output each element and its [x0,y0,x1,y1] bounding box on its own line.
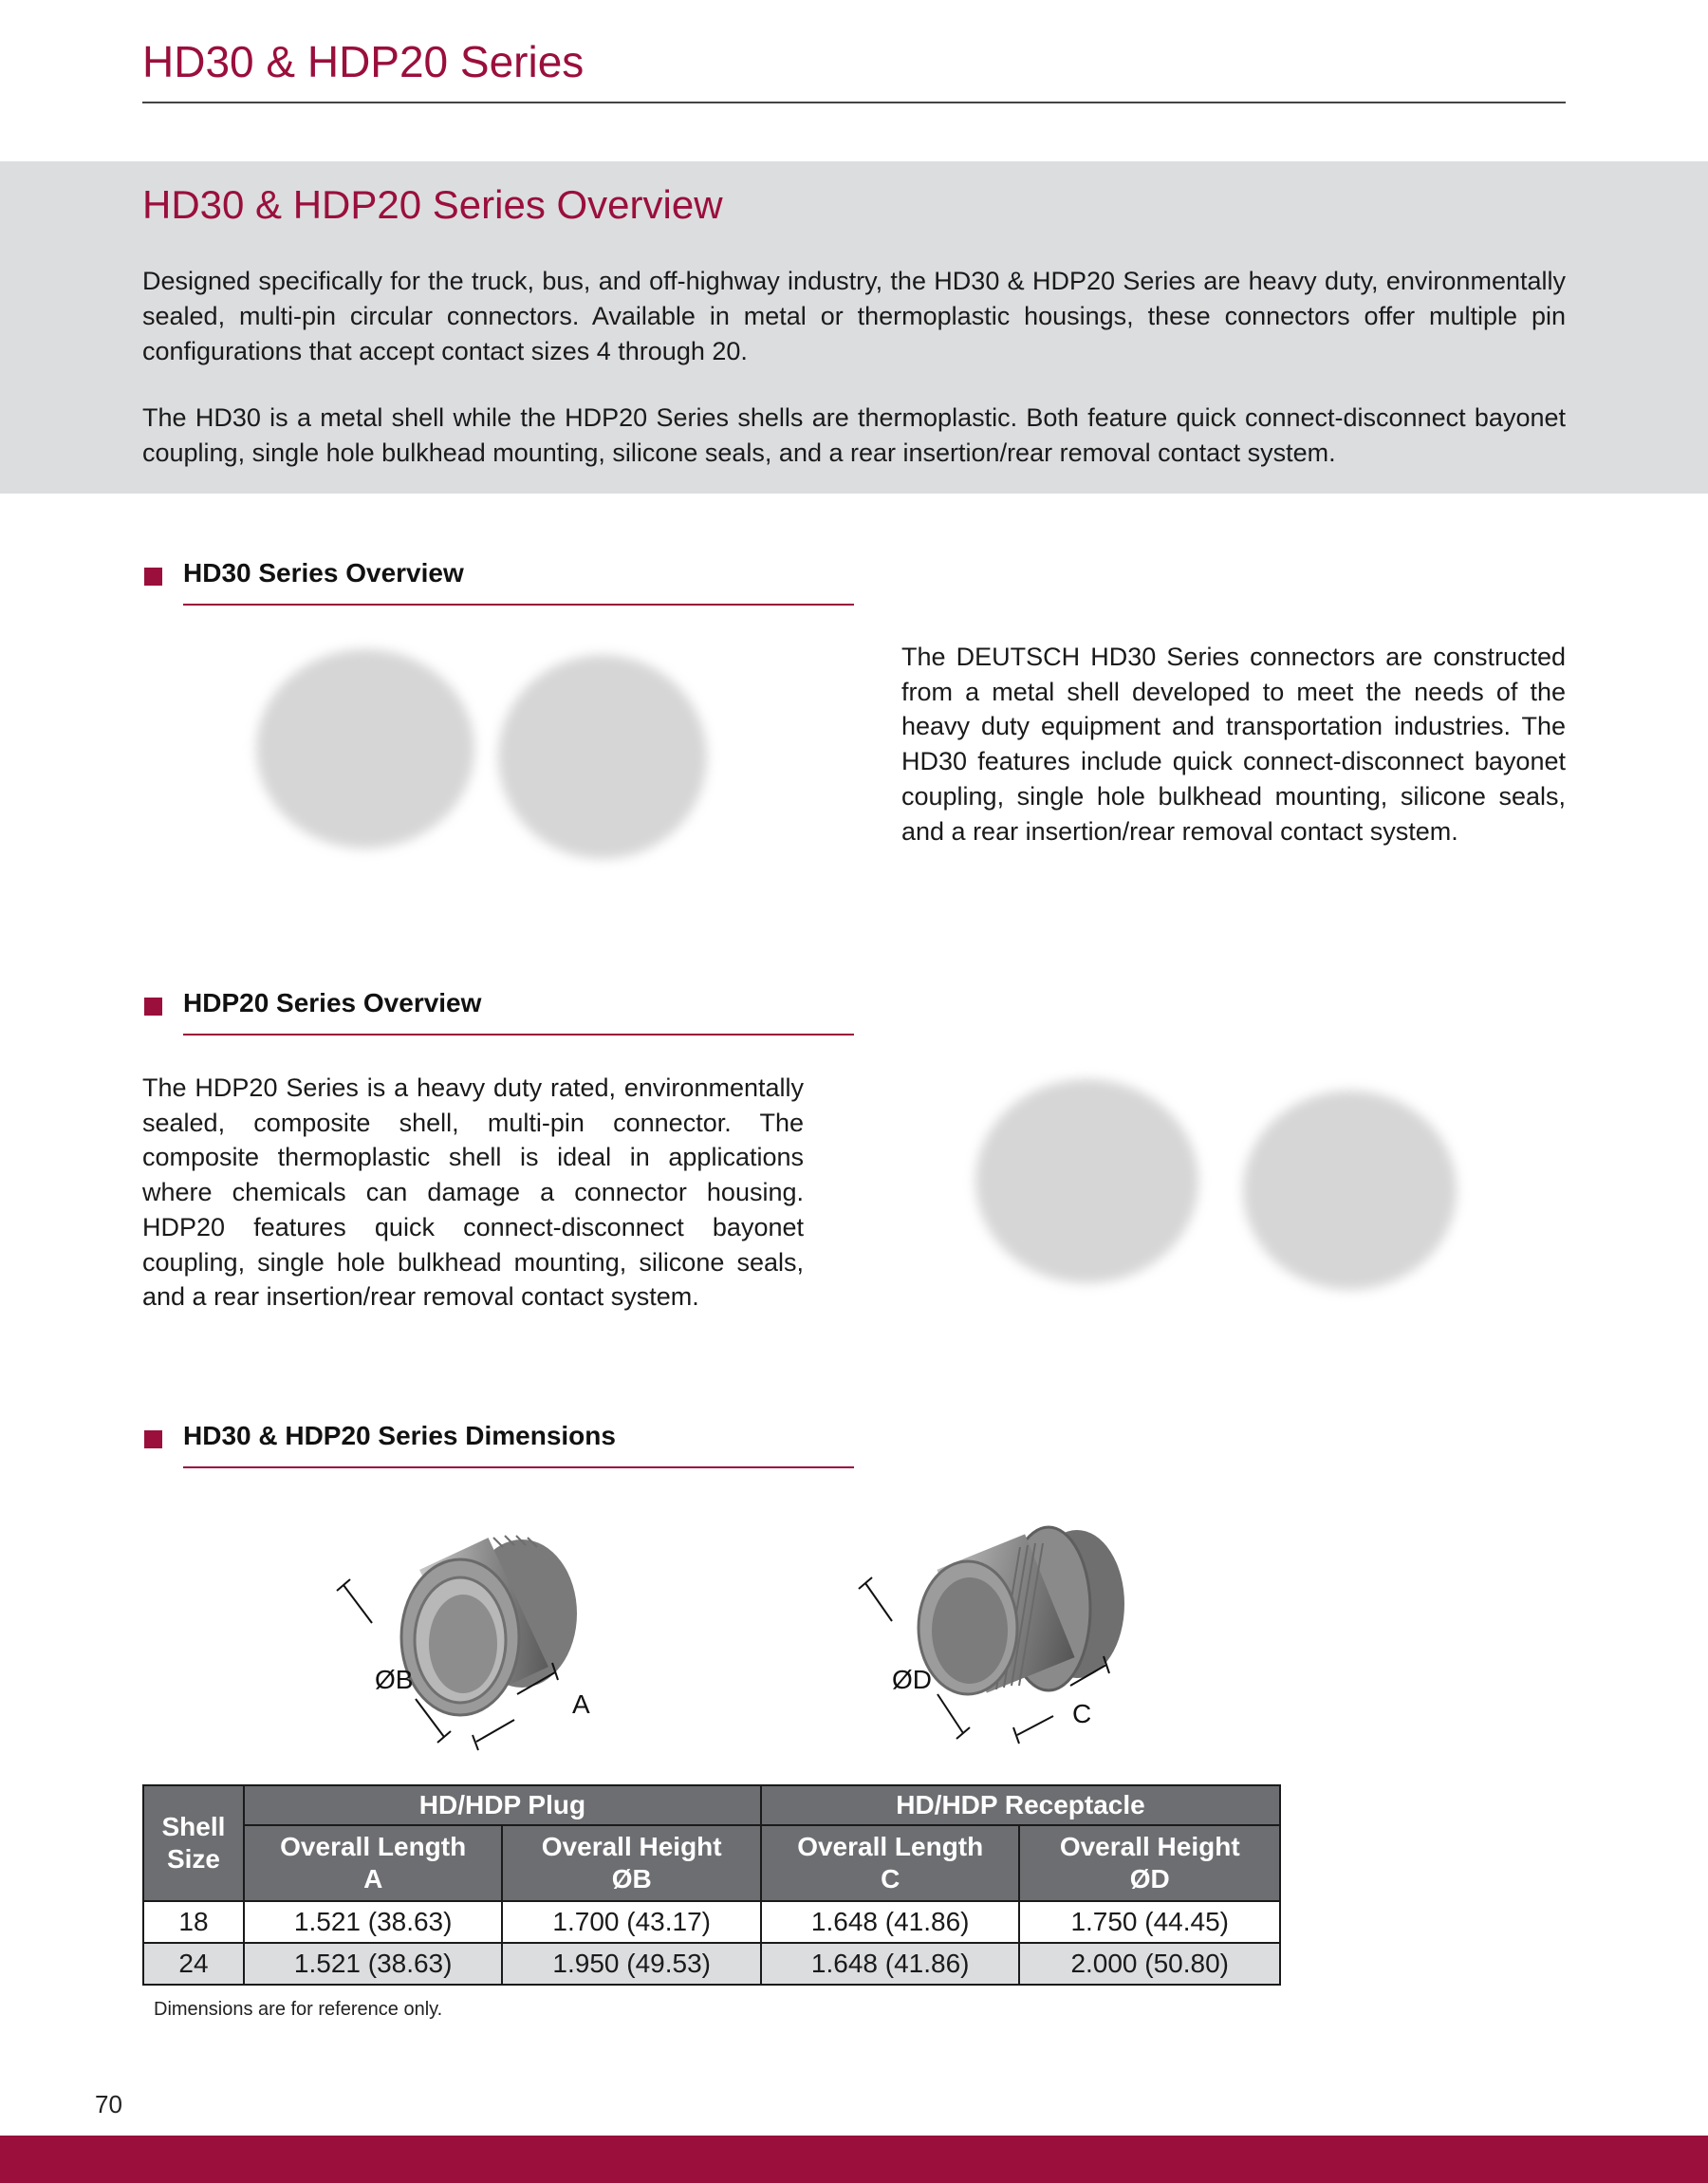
footer-bar [0,2136,1708,2183]
hd30-heading: HD30 Series Overview [183,558,464,588]
dimensions-heading: HD30 & HDP20 Series Dimensions [183,1421,616,1450]
section-divider [183,604,854,606]
section-divider [183,1034,854,1036]
overview-paragraph-2: The HD30 is a metal shell while the HDP20 Series shells are thermoplastic. Both feature quick connect-disconnect bayonet coupling, single hole bulkhead mounting, silicone seals, and a rear insertion/rear removal contact system. [142,403,1566,467]
table-cell: 18 [143,1901,244,1943]
receptacle-length-label: C [1072,1699,1092,1728]
plug-dimension-drawing [332,1509,674,1775]
shell-size-header: Shell Size [143,1785,244,1901]
table-cell: 2.000 (50.80) [1019,1943,1280,1985]
hd30-description: The DEUTSCH HD30 Series connectors are constructed from a metal shell developed to meet the needs of the heavy duty equipment and transportation industries. The HD30 features include quick connect-disconnect bayonet coupling, single hole bulkhead mounting, silicone seals, and a rear insertion/rear removal contact system. [901,643,1566,846]
table-cell: 1.648 (41.86) [761,1943,1020,1985]
page-title: HD30 & HDP20 Series [142,37,585,86]
receptacle-group-header: HD/HDP Receptacle [761,1785,1280,1825]
section-bullet-icon [144,998,162,1016]
hdp20-connector-photo [968,1068,1480,1305]
plug-group-header: HD/HDP Plug [244,1785,761,1825]
hd30-connector-photo [247,636,740,864]
table-row [143,1901,1280,1943]
column-header: Overall Height ØB [502,1825,761,1901]
plug-length-label: A [572,1689,590,1719]
hdp20-heading: HDP20 Series Overview [183,988,482,1017]
section-bullet-icon [144,568,162,586]
section-bullet-icon [144,1430,162,1448]
column-header: Overall Length A [244,1825,503,1901]
table-cell: 1.750 (44.45) [1019,1901,1280,1943]
dimensions-table [142,1784,1281,1986]
reference-note: Dimensions are for reference only. [154,1999,443,2020]
table-cell: 1.521 (38.63) [244,1901,503,1943]
receptacle-dimension-drawing [854,1509,1196,1775]
table-cell: 1.700 (43.17) [502,1901,761,1943]
page-number: 70 [95,2090,122,2118]
table-cell: 1.648 (41.86) [761,1901,1020,1943]
table-cell: 1.950 (49.53) [502,1943,761,1985]
table-cell: 24 [143,1943,244,1985]
plug-diameter-label: ØB [375,1665,414,1694]
column-header: Overall Length C [761,1825,1020,1901]
table-cell: 1.521 (38.63) [244,1943,503,1985]
overview-heading: HD30 & HDP20 Series Overview [142,182,723,227]
hdp20-description: The HDP20 Series is a heavy duty rated, environmentally sealed, composite shell, multi-pin connector. The composite thermoplastic shell is ideal in applications where chemicals can damage a connector housing. HDP20 features quick connect-disconnect bayonet coupling, single hole bulkhead mounting, silicone seals, and a rear insertion/rear removal contact system. [142,1073,804,1312]
overview-paragraph-1: Designed specifically for the truck, bus, and off-highway industry, the HD30 & HDP20 Series are heavy duty, environmentally sealed, multi-pin circular connectors. Available in metal or thermoplastic housings, these connectors offer multiple pin configurations that accept contact sizes 4 through 20. [142,267,1566,365]
receptacle-diameter-label: ØD [892,1665,932,1694]
section-divider [183,1466,854,1468]
title-divider [142,102,1566,103]
column-header: Overall Height ØD [1019,1825,1280,1901]
table-row [143,1943,1280,1985]
